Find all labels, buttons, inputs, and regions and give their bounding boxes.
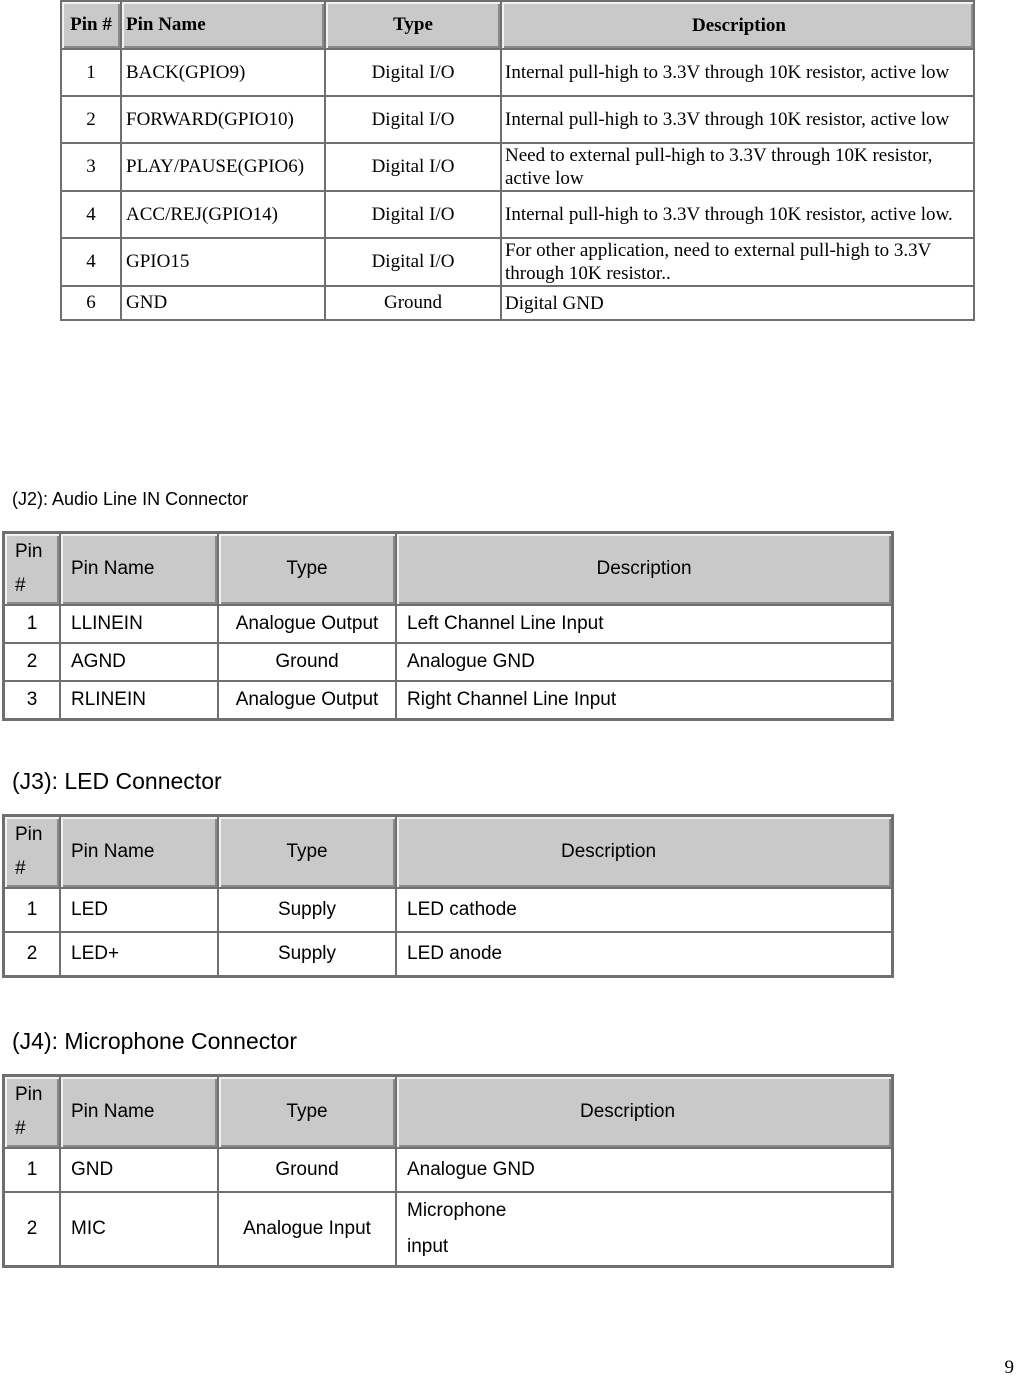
pin-name: FORWARD(GPIO10) <box>121 96 325 143</box>
page-number: 9 <box>1004 1357 1014 1378</box>
pin-name: ACC/REJ(GPIO14) <box>121 191 325 238</box>
j4-section-title: (J4): Microphone Connector <box>12 1028 298 1054</box>
pin-number: 1 <box>4 605 61 643</box>
header-pin-line1: Pin <box>15 824 43 845</box>
pin-description: Internal pull-high to 3.3V through 10K resistor, active low <box>501 96 974 143</box>
table-row <box>61 238 974 286</box>
table-row <box>4 605 893 643</box>
pin-type: Digital I/O <box>325 238 501 286</box>
pin-description: Left Channel Line Input <box>396 605 893 643</box>
header-type: Type <box>218 1076 396 1149</box>
table-row <box>4 888 893 932</box>
pin-type: Analogue Output <box>218 681 396 720</box>
header-pin <box>4 816 61 889</box>
pin-number: 2 <box>61 96 121 143</box>
pin-number: 1 <box>4 888 61 932</box>
pin-description: For other application, need to external pull-high to 3.3V through 10K resistor.. <box>501 238 974 286</box>
pin-name: AGND <box>60 643 218 681</box>
pin-type: Ground <box>218 1148 396 1192</box>
pin-name: LED <box>60 888 218 932</box>
pin-name: BACK(GPIO9) <box>121 49 325 96</box>
header-pin-line2: # <box>15 575 26 596</box>
header-pin-line1: Pin <box>15 1084 43 1105</box>
table-header-row <box>4 816 893 889</box>
table-row <box>61 191 974 238</box>
j3-pin-table <box>2 814 894 978</box>
pin-number: 4 <box>61 191 121 238</box>
pin-name: GND <box>121 286 325 320</box>
table-header-row <box>4 1076 893 1149</box>
pin-name: GND <box>60 1148 218 1192</box>
header-pin <box>4 533 61 606</box>
pin-number: 2 <box>4 643 61 681</box>
pin-number: 3 <box>4 681 61 720</box>
header-pin-line2: # <box>15 1118 26 1139</box>
pin-number: 4 <box>61 238 121 286</box>
pin-type: Analogue Input <box>218 1192 396 1267</box>
pin-name: PLAY/PAUSE(GPIO6) <box>121 143 325 191</box>
header-pin-name: Pin Name <box>60 1076 218 1149</box>
header-description: Description <box>396 816 893 889</box>
pin-description: Analogue GND <box>396 643 893 681</box>
pin-type: Ground <box>218 643 396 681</box>
pin-number: 6 <box>61 286 121 320</box>
pin-name: MIC <box>60 1192 218 1267</box>
pin-description: Digital GND <box>501 286 974 320</box>
header-pin-name: Pin Name <box>60 533 218 606</box>
pin-type: Digital I/O <box>325 191 501 238</box>
pin-type: Digital I/O <box>325 49 501 96</box>
table-row <box>61 143 974 191</box>
j3-section-title: (J3): LED Connector <box>12 768 222 794</box>
pin-type: Supply <box>218 888 396 932</box>
table-row <box>4 932 893 977</box>
pin-description: Internal pull-high to 3.3V through 10K resistor, active low. <box>501 191 974 238</box>
pin-type: Supply <box>218 932 396 977</box>
table-row <box>4 681 893 720</box>
pin-description: LED anode <box>396 932 893 977</box>
table-row <box>61 49 974 96</box>
pin-name: LLINEIN <box>60 605 218 643</box>
header-pin-name: Pin Name <box>121 1 325 49</box>
pin-description-line2: input <box>407 1236 449 1257</box>
j2-section-title: (J2): Audio Line IN Connector <box>12 489 249 509</box>
header-description: Description <box>501 1 974 49</box>
pin-description <box>396 1192 893 1267</box>
header-pin-line2: # <box>15 858 26 879</box>
header-description: Description <box>396 1076 893 1149</box>
pin-type: Digital I/O <box>325 96 501 143</box>
header-pin-line1: Pin <box>15 541 43 562</box>
pin-type: Analogue Output <box>218 605 396 643</box>
pin-description: Need to external pull-high to 3.3V through 10K resistor, active low <box>501 143 974 191</box>
table-header-row <box>61 1 974 49</box>
pin-number: 1 <box>61 49 121 96</box>
pin-name: LED+ <box>60 932 218 977</box>
pin-name: GPIO15 <box>121 238 325 286</box>
pin-description: Internal pull-high to 3.3V through 10K resistor, active low <box>501 49 974 96</box>
j2-pin-table <box>2 531 894 721</box>
table-row <box>61 286 974 320</box>
header-type: Type <box>218 816 396 889</box>
table-row <box>4 1192 893 1267</box>
j4-pin-table <box>2 1074 894 1268</box>
pin-description: Right Channel Line Input <box>396 681 893 720</box>
table-row <box>4 643 893 681</box>
pin-type: Ground <box>325 286 501 320</box>
header-type: Type <box>325 1 501 49</box>
table-row <box>61 96 974 143</box>
pin-number: 3 <box>61 143 121 191</box>
header-pin-name: Pin Name <box>60 816 218 889</box>
pin-number: 1 <box>4 1148 61 1192</box>
pin-number: 2 <box>4 1192 61 1267</box>
header-pin <box>4 1076 61 1149</box>
gpio-pin-table <box>60 0 975 321</box>
pin-name: RLINEIN <box>60 681 218 720</box>
table-header-row <box>4 533 893 606</box>
header-type: Type <box>218 533 396 606</box>
pin-type: Digital I/O <box>325 143 501 191</box>
pin-description-line1: Microphone <box>407 1200 507 1221</box>
pin-description: Analogue GND <box>396 1148 893 1192</box>
table-row <box>4 1148 893 1192</box>
header-description: Description <box>396 533 893 606</box>
pin-number: 2 <box>4 932 61 977</box>
header-pin: Pin # <box>61 1 121 49</box>
pin-description: LED cathode <box>396 888 893 932</box>
